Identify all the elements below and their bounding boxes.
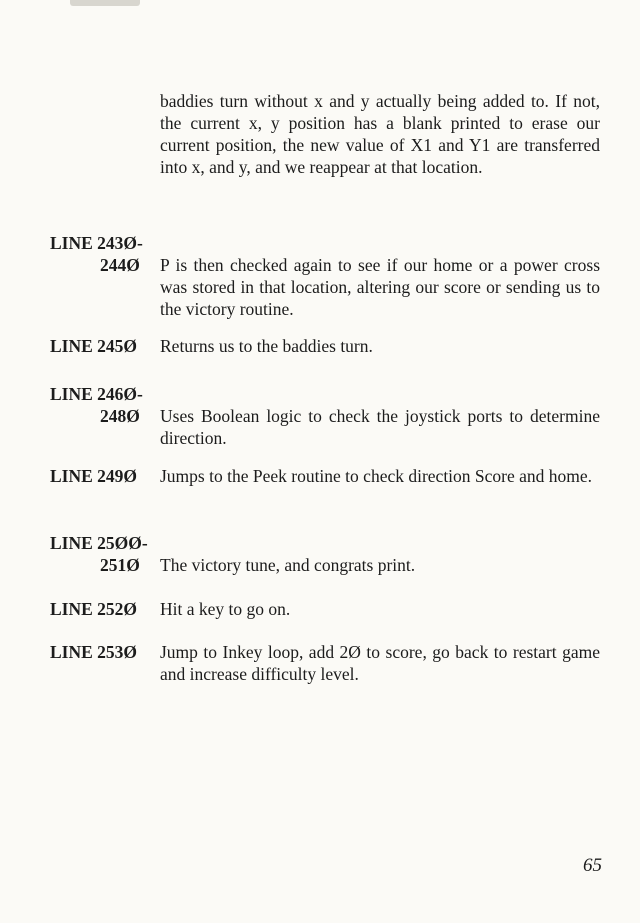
line-label-start: LINE 249Ø (50, 466, 138, 486)
line-label (50, 383, 158, 427)
line-description: P is then checked again to see if our home or a power cross was stored in that location, altering our score or sending us to the victory routine. (160, 255, 600, 319)
line-label-start: LINE 246Ø- (50, 384, 143, 404)
page-edge-mark (70, 0, 140, 6)
line-description: Jump to Inkey loop, add 2Ø to score, go back to restart game and increase difficulty level. (160, 642, 600, 684)
line-label-start: LINE 253Ø (50, 642, 138, 662)
line-label-start: LINE 25ØØ- (50, 533, 148, 553)
line-label-end: 251Ø (100, 555, 140, 575)
line-label-end: 248Ø (100, 406, 140, 426)
line-label (50, 532, 158, 576)
line-label (50, 335, 158, 357)
line-description: Returns us to the baddies turn. (160, 336, 373, 356)
line-label-start: LINE 252Ø (50, 599, 138, 619)
line-description: The victory tune, and congrats print. (160, 555, 416, 575)
line-label (50, 641, 158, 663)
continued-paragraph: baddies turn without x and y actually being added to. If not, the current x, y position has a blank printed to erase our current position, the new value of X1 and Y1 are transferred into x, and y, and we reappear at that location. (160, 91, 600, 177)
line-description: Uses Boolean logic to check the joystick ports to determine direction. (160, 406, 600, 448)
line-label-end: 244Ø (100, 255, 140, 275)
line-label (50, 598, 158, 620)
line-label (50, 232, 158, 276)
line-label-start: LINE 243Ø- (50, 233, 143, 253)
line-description: Jumps to the Peek routine to check direction Score and home. (160, 466, 593, 486)
line-description: Hit a key to go on. (160, 599, 291, 619)
page-number: 65 (583, 855, 602, 876)
line-label-start: LINE 245Ø (50, 336, 138, 356)
line-label (50, 465, 158, 487)
